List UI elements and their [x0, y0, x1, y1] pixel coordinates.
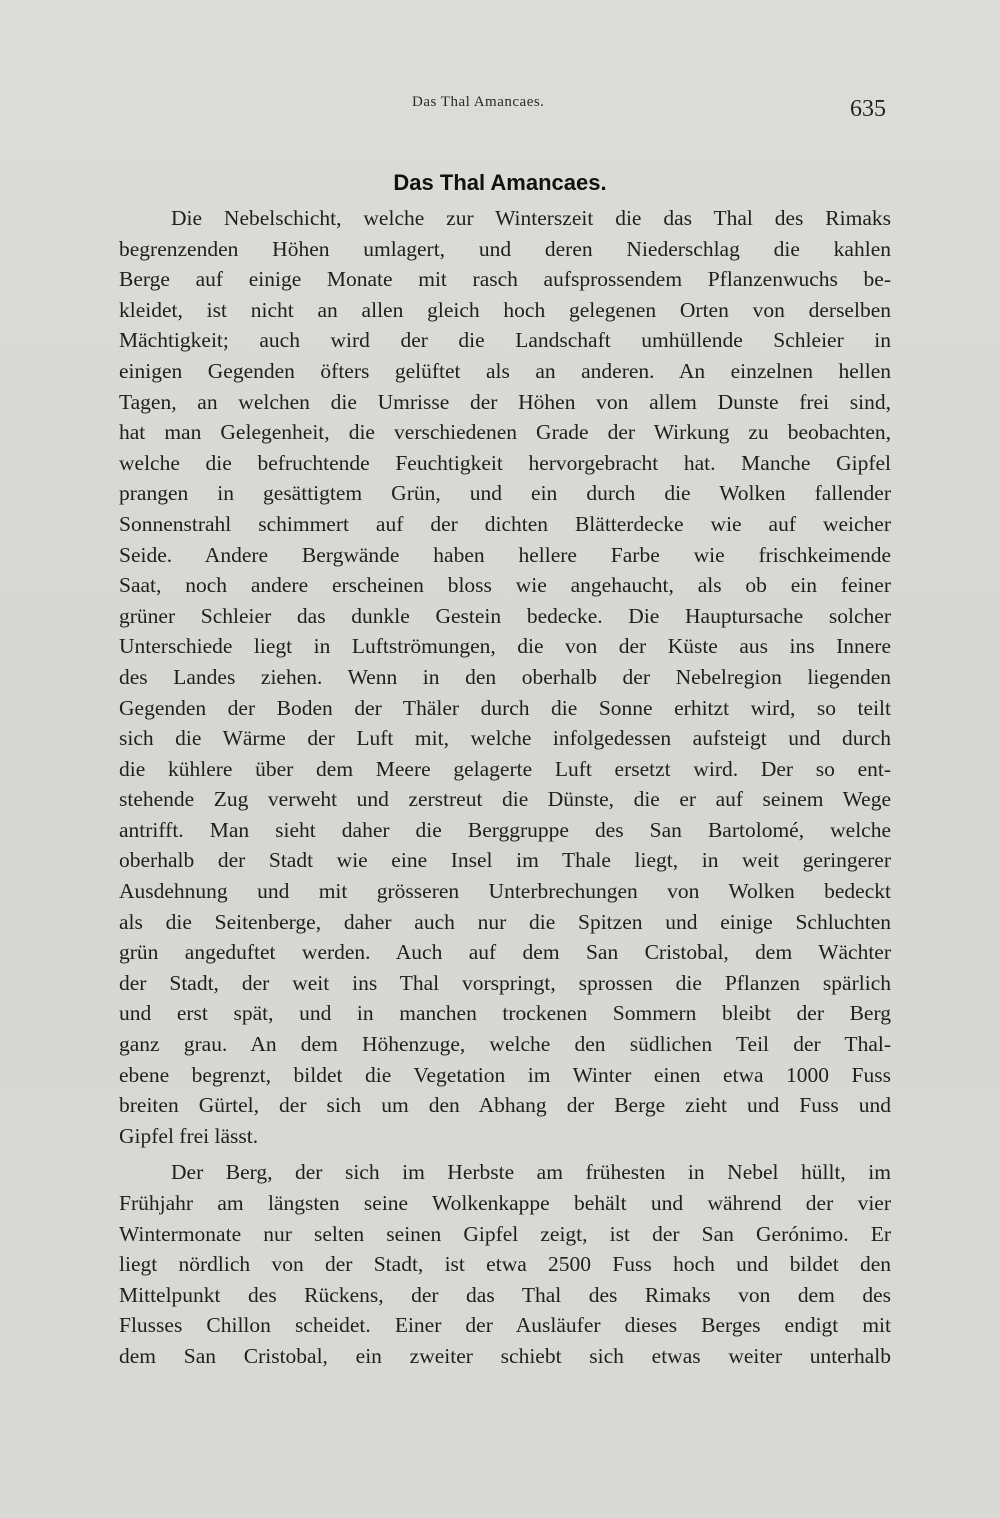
text-line: Saat, noch andere erscheinen bloss wie angehaucht, als ob ein feiner	[119, 573, 891, 598]
text-line: und erst spät, und in manchen trockenen Sommern bleibt der Berg	[119, 1001, 891, 1026]
text-line: Gegenden der Boden der Thäler durch die Sonne erhitzt wird, so teilt	[119, 695, 891, 720]
text-line: Flusses Chillon scheidet. Einer der Ausläufer dieses Berges endigt mit	[119, 1313, 891, 1338]
text-line: prangen in gesättigtem Grün, und ein durch die Wolken fallender	[119, 481, 891, 506]
text-line: kleidet, ist nicht an allen gleich hoch gelegenen Orten von derselben	[119, 297, 891, 322]
text-line: Gipfel frei lässt.	[119, 1123, 259, 1148]
text-line: Ausdehnung und mit grösseren Unterbrechungen von Wolken bedeckt	[119, 879, 891, 904]
text-line: grüner Schleier das dunkle Gestein bedecke. Die Hauptursache solcher	[119, 603, 891, 628]
text-line: als die Seitenberge, daher auch nur die Spitzen und einige Schluchten	[119, 909, 891, 934]
body-text	[119, 203, 891, 1372]
section-title: Das Thal Amancaes.	[393, 170, 607, 195]
text-line: sich die Wärme der Luft mit, welche infolgedessen aufsteigt und durch	[119, 726, 891, 751]
text-line: Frühjahr am längsten seine Wolkenkappe behält und während der vier	[119, 1191, 891, 1215]
text-line: antrifft. Man sieht daher die Berggruppe des San Bartolomé, welche	[119, 817, 891, 842]
text-line: dem San Cristobal, ein zweiter schiebt sich etwas weiter unterhalb	[119, 1343, 891, 1368]
text-line: Mächtigkeit; auch wird der die Landschaft umhüllende Schleier in	[119, 328, 891, 353]
running-head: Das Thal Amancaes.	[412, 94, 545, 110]
text-line: oberhalb der Stadt wie eine Insel im Thale liegt, in weit geringerer	[119, 848, 891, 873]
text-line: Unterschiede liegt in Luftströmungen, die von der Küste aus ins Innere	[119, 634, 891, 659]
paragraph-2	[119, 1157, 891, 1371]
text-line: die kühlere über dem Meere gelagerte Luft ersetzt wird. Der so ent-	[119, 756, 891, 781]
text-line: liegt nördlich von der Stadt, ist etwa 2500 Fuss hoch und bildet den	[119, 1252, 891, 1277]
text-line: Sonnenstrahl schimmert auf der dichten Blätterdecke wie auf weicher	[119, 511, 891, 536]
paragraph-1	[119, 203, 891, 1151]
text-line: stehende Zug verweht und zerstreut die Dünste, die er auf seinem Wege	[119, 787, 891, 812]
text-line: Mittelpunkt des Rückens, der das Thal des Rimaks von dem des	[119, 1282, 891, 1307]
text-line: der Stadt, der weit ins Thal vorspringt, sprossen die Pflanzen spärlich	[119, 970, 891, 995]
text-line: Seide. Andere Bergwände haben hellere Farbe wie frischkeimende	[119, 542, 891, 567]
text-line: Wintermonate nur selten seinen Gipfel zeigt, ist der San Gerónimo. Er	[119, 1221, 891, 1246]
text-line: Der Berg, der sich im Herbste am frühesten in Nebel hüllt, im	[171, 1160, 891, 1185]
text-line: grün angeduftet werden. Auch auf dem San Cristobal, dem Wächter	[119, 940, 891, 965]
text-line: Berge auf einige Monate mit rasch aufsprossendem Pflanzenwuchs be-	[119, 267, 891, 292]
text-line: Tagen, an welchen die Umrisse der Höhen von allem Dunste frei sind,	[119, 389, 891, 414]
text-line: ebene begrenzt, bildet die Vegetation im Winter einen etwa 1000 Fuss	[119, 1062, 891, 1087]
page-number: 635	[850, 96, 886, 122]
text-line: welche die befruchtende Feuchtigkeit hervorgebracht hat. Manche Gipfel	[119, 450, 891, 475]
text-line: des Landes ziehen. Wenn in den oberhalb der Nebelregion liegenden	[119, 664, 891, 689]
text-line: einigen Gegenden öfters gelüftet als an anderen. An einzelnen hellen	[119, 358, 891, 383]
text-line: breiten Gürtel, der sich um den Abhang der Berge zieht und Fuss und	[119, 1093, 891, 1118]
text-line: begrenzenden Höhen umlagert, und deren Niederschlag die kahlen	[119, 236, 891, 261]
text-line: ganz grau. An dem Höhenzuge, welche den südlichen Teil der Thal-	[119, 1032, 891, 1057]
text-line: Die Nebelschicht, welche zur Winterszeit die das Thal des Rimaks	[171, 206, 891, 230]
text-line: hat man Gelegenheit, die verschiedenen Grade der Wirkung zu beobachten,	[119, 420, 891, 445]
